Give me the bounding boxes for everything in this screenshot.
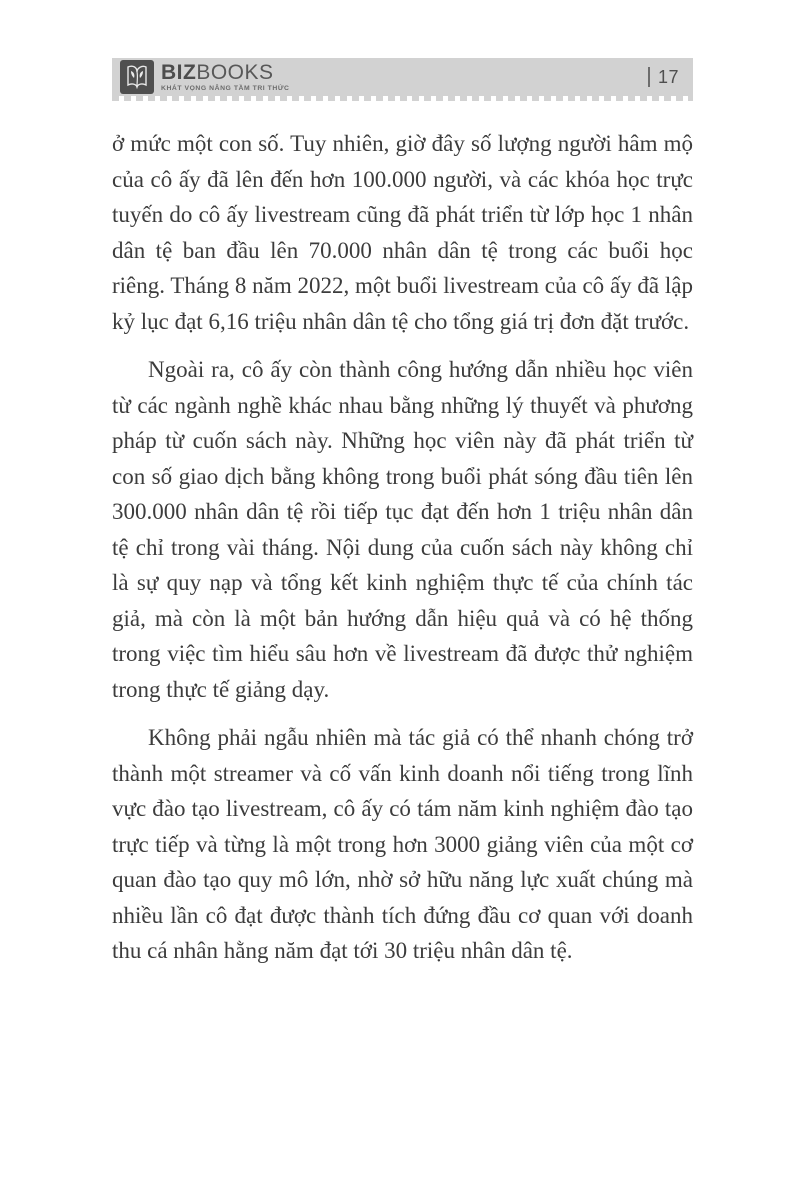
paragraph: Không phải ngẫu nhiên mà tác giả có thể nhanh chóng trở thành một streamer và cố vấn kinh doanh nổi tiếng trong lĩnh vực đào tạo livestream, cô ấy có tám năm kinh nghiệm đào tạo trực tiếp và từng là một trong hơn 3000 giảng viên của một cơ quan đào tạo quy mô lớn, nhờ sở hữu năng lực xuất chúng mà nhiều lần cô đạt được thành tích đứng đầu cơ quan với doanh thu cá nhân hằng năm đạt tới 30 triệu nhân dân tệ.	[112, 725, 693, 963]
bizbooks-logo	[120, 60, 289, 94]
logo-tagline: KHÁT VỌNG NÂNG TẦM TRI THỨC	[161, 84, 290, 92]
page-header	[112, 58, 693, 96]
paragraph: ở mức một con số. Tuy nhiên, giờ đây số lượng người hâm mộ của cô ấy đã lên đến hơn 100.000 người, và các khóa học trực tuyến do cô ấy livestream cũng đã phát triển từ lớp học 1 nhân dân tệ ban đầu lên 70.000 nhân dân tệ trong các buổi học riêng. Tháng 8 năm 2022, một buổi livestream của cô ấy đã lập kỷ lục đạt 6,16 triệu nhân dân tệ cho tổng giá trị đơn đặt trước.	[112, 131, 693, 334]
logo-texts	[161, 62, 289, 93]
page-number-separator	[648, 67, 650, 87]
logo-wordmark	[161, 62, 289, 83]
logo-wordmark-books: BOOKS	[196, 60, 274, 84]
paragraph: Ngoài ra, cô ấy còn thành công hướng dẫn nhiều học viên từ các ngành nghề khác nhau bằng những lý thuyết và phương pháp từ cuốn sách này. Những học viên này đã phát triển từ con số giao dịch bằng không trong buổi phát sóng đầu tiên lên 300.000 nhân dân tệ rồi tiếp tục đạt đến hơn 1 triệu nhân dân tệ chỉ trong vài tháng. Nội dung của cuốn sách này không chỉ là sự quy nạp và tổng kết kinh nghiệm thực tế của chính tác giả, mà còn là một bản hướng dẫn hiệu quả và có hệ thống trong việc tìm hiểu sâu hơn về livestream đã được thử nghiệm trong thực tế giảng dạy.	[112, 357, 693, 702]
logo-wordmark-biz: BIZ	[161, 60, 197, 84]
page-number-group	[648, 67, 679, 88]
bizbooks-logo-icon	[120, 60, 154, 94]
page-number: 17	[657, 66, 679, 87]
body-text	[112, 126, 693, 969]
